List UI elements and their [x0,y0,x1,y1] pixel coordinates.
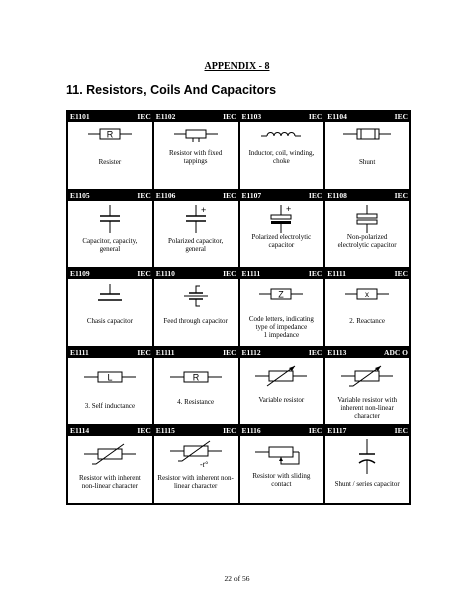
symbol-table [66,110,411,505]
page-number: 22 of 56 [224,574,250,583]
symbol-description: Resister [98,158,122,166]
symbol-cell [153,347,239,426]
symbol-cell [67,425,153,504]
symbol-standard: IEC [308,426,323,436]
symbol-cell [324,425,410,504]
symbol-description: Resistor with sliding contact [252,472,311,489]
symbol-standard: IEC [223,112,237,121]
symbol-cell [67,111,153,190]
symbol-code: E1104 [327,112,347,121]
symbol-code: E1109 [70,269,90,279]
shunt-symbol [325,126,409,142]
symbol-code: E1103 [241,112,262,121]
symbol-standard: IEC [137,269,151,279]
symbol-description: Shunt [358,158,376,166]
temperature-label: -t° [199,460,208,470]
thermistor-symbol [154,439,238,469]
symbol-cell [324,190,410,269]
non-polarized-capacitor-symbol [325,204,409,234]
resistor-symbol [68,127,152,141]
symbol-description: Resistor with fixed tappings [168,149,223,165]
shunt-series-capacitor-symbol [325,438,409,476]
symbol-standard: IEC [137,112,151,121]
symbol-description: Shunt / series capacitor [334,480,400,489]
symbol-description: Resistor with inherent non-linear character [78,474,141,491]
symbol-description: Feed through capacitor [163,317,228,326]
symbol-cell [153,190,239,269]
tapped-resistor-symbol [154,127,238,143]
symbol-description: 4. Resistance [177,397,215,406]
nonlinear-variable-resistor-symbol [325,363,409,389]
symbol-letter: L [107,372,113,383]
sliding-contact-resistor-symbol [240,442,324,468]
self-inductance-symbol [68,370,152,384]
symbol-description: Capacitor, capacity, general [82,236,138,253]
symbol-letter: R [192,372,199,383]
symbol-code: E1102 [155,112,176,121]
symbol-code: E1113 [327,347,347,357]
symbol-description: 2. Reactance [349,317,385,326]
symbol-code: E1111 [241,269,261,279]
symbol-cell [239,425,325,504]
symbol-code: E1111 [70,347,89,357]
symbol-description: Inductor, coil, winding, choke [248,149,315,165]
chassis-capacitor-symbol [68,283,152,303]
symbol-description: Chasis capacitor [86,317,133,326]
symbol-cell [153,111,239,190]
symbol-standard: IEC [394,426,408,436]
symbol-code: E1115 [155,426,175,436]
appendix-heading: APPENDIX - 8 [204,61,270,72]
section-title: 11. Resistors, Coils And Capacitors [66,83,277,97]
symbol-code: E1117 [327,426,347,436]
symbol-description: Variable resistor with inherent non-linear character [337,395,398,420]
symbol-description: Polarized capacitor, general [167,236,224,253]
symbol-standard: IEC [137,347,151,357]
symbol-code: E1112 [241,347,261,357]
symbol-code: E1111 [327,269,347,279]
symbol-code: E1114 [70,426,90,436]
symbol-cell [153,425,239,504]
symbol-code: E1106 [155,190,176,200]
impedance-symbol [240,287,324,301]
symbol-cell [239,347,325,426]
reactance-symbol [325,287,409,301]
symbol-description: Resistor with inherent non- linear character [157,474,234,491]
polarized-capacitor-symbol [154,204,238,234]
symbol-code: E1105 [70,190,90,200]
symbol-standard: IEC [223,347,237,357]
symbol-code: E1116 [241,426,261,436]
symbol-standard: IEC [308,112,323,121]
symbol-standard: IEC [394,190,408,200]
symbol-description: Variable resistor [258,395,305,404]
variable-resistor-symbol [240,363,324,389]
symbol-letter: R [106,129,114,140]
symbol-cell [153,268,239,347]
symbol-cell [324,111,410,190]
symbol-cell [67,347,153,426]
plus-sign: + [286,203,292,214]
symbol-cell [239,268,325,347]
symbol-standard: IEC [394,112,408,121]
nonlinear-resistor-symbol [68,441,152,467]
symbol-standard: IEC [308,269,323,279]
symbol-description: Polarized electrolytic capacitor [251,232,312,249]
symbol-code: E1108 [327,190,347,200]
symbol-description: Non-polarized electrolytic capacitor [337,232,397,249]
capacitor-symbol [68,204,152,234]
symbol-standard: IEC [223,426,237,436]
symbol-standard: IEC [223,269,237,279]
feed-through-capacitor-symbol [154,283,238,309]
symbol-cell [239,111,325,190]
symbol-standard: IEC [137,190,151,200]
symbol-standard: IEC [308,190,323,200]
symbol-code: E1111 [155,347,175,357]
symbol-cell [67,268,153,347]
symbol-cell [67,190,153,269]
symbol-standard: IEC [223,190,237,200]
symbol-cell [324,347,410,426]
electrolytic-capacitor-symbol [240,204,324,234]
symbol-cell [239,190,325,269]
inductor-coil-symbol [240,126,324,140]
symbol-standard: IEC [394,269,408,279]
symbol-cell [324,268,410,347]
symbol-description: Code letters, indicating type of impedance 1 impedance [248,315,314,340]
symbol-description: 3. Self inductance [84,401,136,410]
symbol-letter: Z [278,289,285,300]
symbol-code: E1107 [241,190,262,200]
symbol-code: E1110 [155,269,175,279]
symbol-code: E1101 [70,112,90,121]
symbol-letter: x [365,290,370,300]
symbol-standard: ADC O [384,347,408,357]
resistance-symbol [154,370,238,384]
symbol-standard: IEC [308,347,323,357]
plus-sign: + [200,204,206,215]
symbol-standard: IEC [137,426,151,436]
